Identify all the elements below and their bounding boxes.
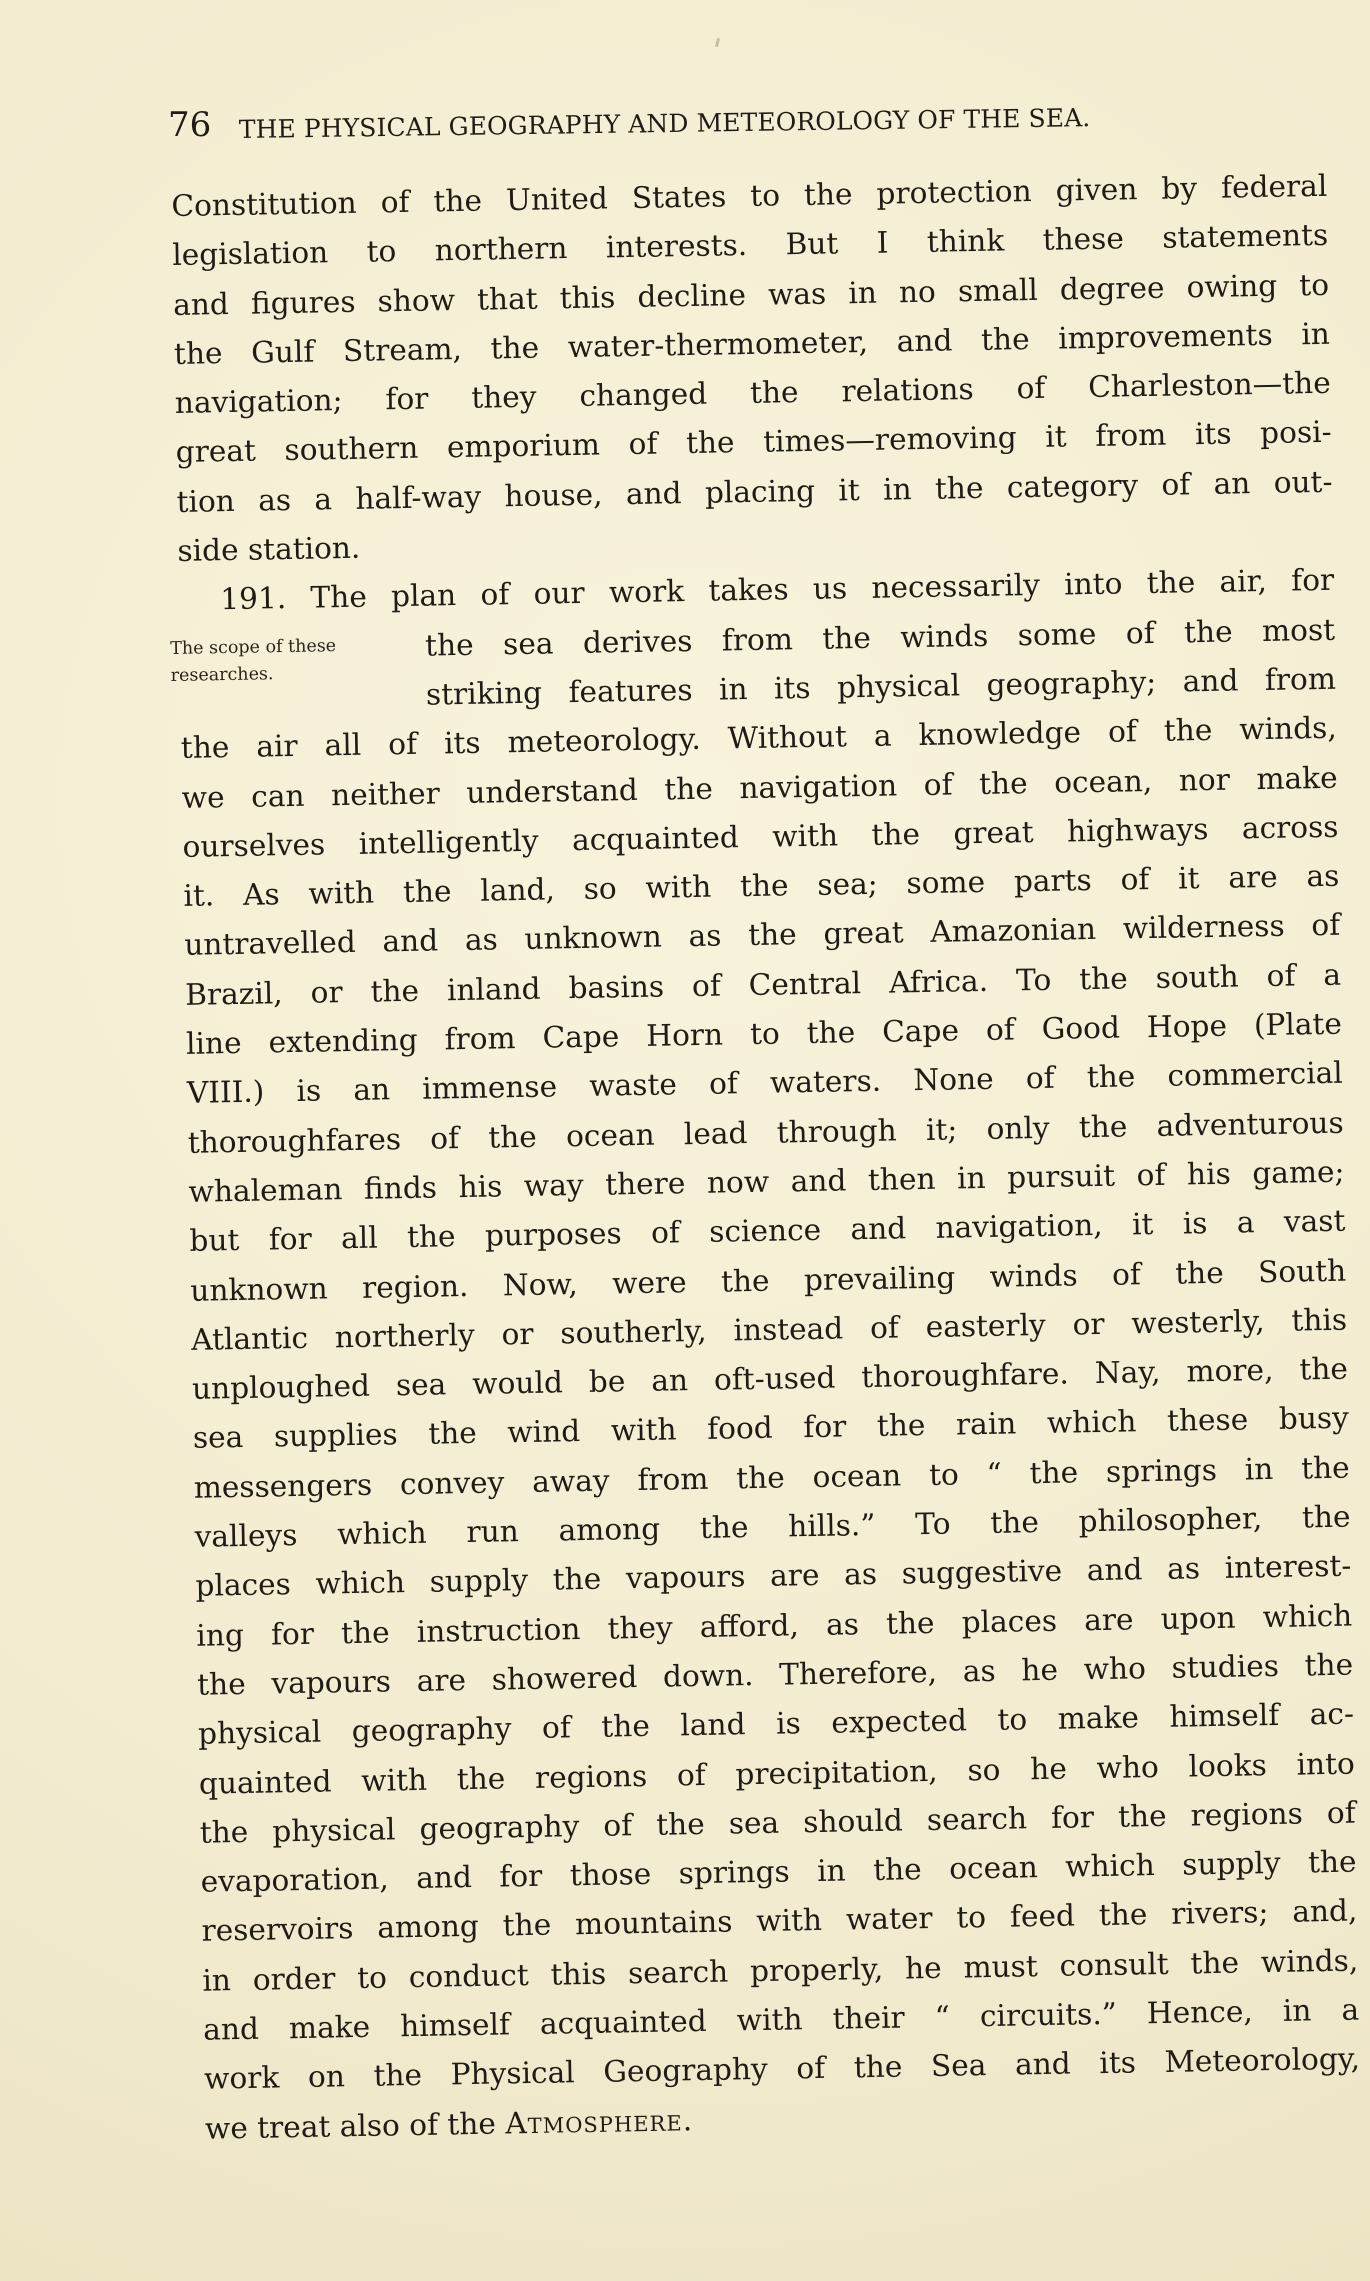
text-line: it. As with the land, so with the sea; some parts of it are as xyxy=(183,858,1340,914)
text-line: ing for the instruction they afford, as the places are upon which xyxy=(196,1598,1353,1653)
text-line: the Gulf Stream, the water-thermometer, and the improvements in xyxy=(173,316,1331,371)
atmosphere-word: Atmosphere. xyxy=(504,2102,694,2141)
text-line: tion as a half-way house, and placing it in the category of an out- xyxy=(176,464,1333,519)
text-line: evaporation, and for those springs in the ocean which supply the xyxy=(200,1844,1357,1899)
running-title: THE PHYSICAL GEOGRAPHY AND METEOROLOGY OF THE SEA. xyxy=(238,103,1091,144)
text-line: sea supplies the wind with food for the rain which these busy xyxy=(192,1401,1350,1456)
margin-note-line: The scope of these xyxy=(170,636,337,659)
text-line: unknown region. Now, were the prevailing winds of the South xyxy=(190,1253,1347,1308)
page-header xyxy=(168,100,1238,145)
text-line: line extending from Cape Horn to the Cape of Good Hope (Plate xyxy=(185,1006,1343,1061)
text-line: and make himself acquainted with their “ circuits.” Hence, in a xyxy=(202,1992,1360,2047)
paper-speck xyxy=(715,38,720,47)
text-line: great southern emporium of the times—removing it from its posi- xyxy=(175,415,1332,470)
text-line: the air all of its meteorology. Without a knowledge of the winds, xyxy=(180,711,1338,766)
text-line: whaleman finds his way there now and then in pursuit of his game; xyxy=(188,1154,1345,1209)
page-number: 76 xyxy=(168,105,212,145)
text-line: places which supply the vapours are as suggestive and as interest- xyxy=(195,1548,1352,1604)
text-line: and figures show that this decline was in no small degree owing to xyxy=(172,267,1330,322)
text-line: untravelled and as unknown as the great Amazonian wilderness of xyxy=(184,908,1341,963)
margin-note-line: researches. xyxy=(170,664,274,686)
text-line: legislation to northern interests. But I think these statements xyxy=(171,218,1329,273)
text-line: quainted with the regions of precipitation, so he who looks into xyxy=(198,1746,1356,1801)
text-line: we can neither understand the navigation of the ocean, nor make xyxy=(181,760,1338,815)
text-line: messengers convey away from the ocean to “ the springs in the xyxy=(193,1450,1350,1505)
text-line: unploughed sea would be an oft-used thoroughfare. Nay, more, the xyxy=(191,1351,1349,1406)
text-line: VIII.) is an immense waste of waters. None of the commercial xyxy=(186,1056,1344,1111)
text-line: navigation; for they changed the relations of Charleston—the xyxy=(174,365,1331,421)
text-line: Atlantic northerly or southerly, instead of easterly or westerly, this xyxy=(190,1302,1348,1357)
text-line: side station. xyxy=(177,530,361,569)
paragraph-191-start: 191. The plan of our work takes us necessarily into the air, for xyxy=(219,563,1335,617)
final-line-text: we treat also of the xyxy=(204,2106,497,2146)
text-line: the physical geography of the sea should search for the regions of xyxy=(199,1795,1356,1850)
text-line: the sea derives from the winds some of the most xyxy=(424,612,1336,663)
text-line: the vapours are showered down. Therefore, as he who studies the xyxy=(196,1647,1354,1702)
text-line: valleys which run among the hills.” To the philosopher, the xyxy=(194,1499,1351,1554)
text-line: physical geography of the land is expected to make himself ac- xyxy=(197,1696,1355,1751)
text-line: work on the Physical Geography of the Sea and its Meteorology, xyxy=(203,2041,1361,2096)
text-line: reservoirs among the mountains with water to feed the rivers; and, xyxy=(201,1893,1358,1949)
text-line: Constitution of the United States to the protection given by federal xyxy=(171,168,1328,223)
text-line: striking features in its physical geography; and from xyxy=(425,661,1337,712)
text-line: ourselves intelligently acquainted with the great highways across xyxy=(182,809,1339,864)
text-line: Brazil, or the inland basins of Central Africa. To the south of a xyxy=(184,957,1342,1012)
text-line: thoroughfares of the ocean lead through it; only the adventurous xyxy=(187,1105,1344,1160)
body-text xyxy=(171,162,1361,2154)
text-line: in order to conduct this search properly, he must consult the winds, xyxy=(202,1943,1359,1998)
text-line: but for all the purposes of science and navigation, it is a vast xyxy=(189,1203,1346,1259)
